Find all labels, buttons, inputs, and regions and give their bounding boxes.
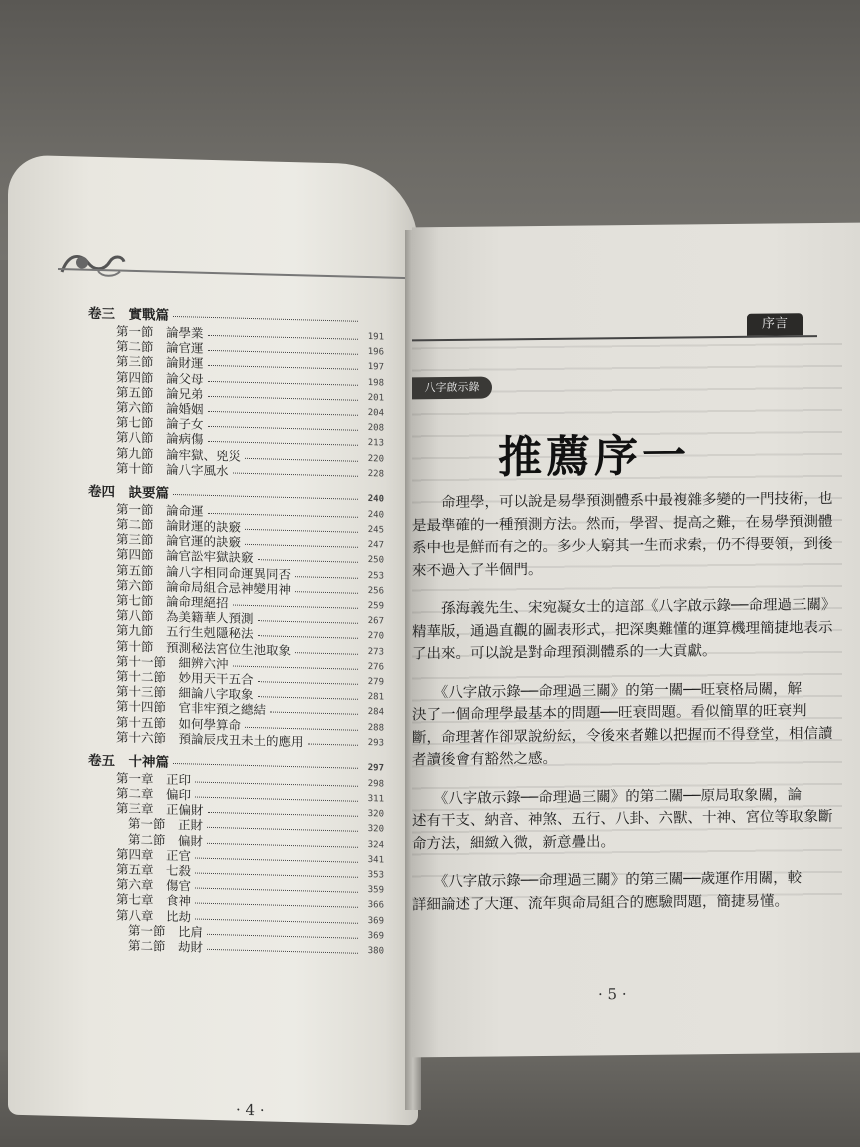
toc-page-number: 297 xyxy=(367,762,384,774)
toc-leader-dots xyxy=(245,544,358,548)
toc-page-number: 267 xyxy=(367,616,384,627)
paragraph-line: 《八字啟示錄──命理過三關》的第三關──歲運作用關，較 xyxy=(412,870,803,891)
toc-page-number: 198 xyxy=(367,377,384,389)
toc-label: 第六章 傷官 xyxy=(116,876,192,894)
toc-page-number: 284 xyxy=(367,707,384,718)
paragraph-line: 精華版，通過直觀的圖表形式，把深奧難懂的運算機理簡捷地表示 xyxy=(412,619,833,640)
toc-page-number: 341 xyxy=(367,854,384,866)
preface-paragraph xyxy=(412,488,833,582)
series-badge: 八字啟示錄 xyxy=(412,377,492,400)
toc-leader-dots xyxy=(195,903,358,908)
section-tab: 序言 xyxy=(747,313,803,336)
toc-page-number: 293 xyxy=(367,737,384,749)
paragraph-line: 是最準確的一種預測方法。然而，學習、提高之難，在易學預測體 xyxy=(412,513,833,534)
toc-label: 第三節 論官運的訣竅 xyxy=(116,531,242,550)
preface-paragraph xyxy=(412,784,833,855)
page-title: 推薦序一 xyxy=(498,430,690,484)
toc-page-number: 324 xyxy=(367,839,384,851)
preface-paragraph xyxy=(412,867,803,916)
paragraph-line: 《八字啟示錄──命理過三關》的第一關──旺衰格局關，解 xyxy=(412,680,803,701)
toc-label: 第六節 論婚姻 xyxy=(116,399,204,417)
paragraph-line: 斷，命理著作卻眾說紛紜，令後來者難以把握而不得登堂，相信讀 xyxy=(412,725,833,746)
toc-leader-dots xyxy=(258,620,358,624)
toc-label: 第八節 為美籍華人預測 xyxy=(116,607,254,627)
toc-leader-dots xyxy=(173,763,358,769)
toc-leader-dots xyxy=(258,560,358,564)
paragraph-line: 系中也是鮮而有之的。多少人窮其一生而求索，仍不得要領，到後 xyxy=(412,535,833,557)
toc-label: 第十節 論八字風水 xyxy=(116,460,229,479)
toc-leader-dots xyxy=(208,365,358,370)
toc-page-number: 204 xyxy=(367,407,384,419)
toc-leader-dots xyxy=(208,426,358,431)
toc-leader-dots xyxy=(295,576,358,579)
toc-leader-dots xyxy=(195,918,358,923)
toc-page-number: 279 xyxy=(367,676,384,688)
toc-leader-dots xyxy=(195,873,358,878)
toc-label: 第二章 偏印 xyxy=(116,785,192,803)
toc-page-number: 220 xyxy=(367,453,384,464)
toc-label: 第十一節 細辨六沖 xyxy=(116,653,229,672)
toc-leader-dots xyxy=(270,712,358,715)
toc-label: 第六節 論命局組合忌神變用神 xyxy=(116,577,292,597)
toc-leader-dots xyxy=(258,636,358,640)
right-page xyxy=(412,223,860,1058)
toc-label: 第八章 比劫 xyxy=(116,907,192,924)
toc-leader-dots xyxy=(208,396,358,401)
toc-label: 第一章 正印 xyxy=(116,770,192,788)
paragraph-line: 孫海義先生、宋宛凝女士的這部《八字啟示錄──命理過三關》 xyxy=(412,596,836,618)
toc-page-number: 273 xyxy=(367,646,384,658)
toc-page-number: 320 xyxy=(367,809,384,820)
toc-leader-dots xyxy=(245,529,358,533)
toc-leader-dots xyxy=(233,665,358,669)
toc-page-number: 250 xyxy=(367,555,384,566)
toc-label: 第五節 論兄弟 xyxy=(116,384,204,402)
toc-leader-dots xyxy=(208,513,358,518)
right-header-rule xyxy=(412,335,817,341)
toc-page-number: 197 xyxy=(367,362,384,373)
left-page xyxy=(8,155,418,1126)
preface-paragraph xyxy=(412,678,833,772)
toc-page-number: 366 xyxy=(367,900,384,911)
dragon-ornament-icon xyxy=(58,244,128,282)
toc-leader-dots xyxy=(207,949,358,954)
toc-label: 第一節 正財 xyxy=(128,816,204,834)
toc-leader-dots xyxy=(208,411,358,416)
toc-page-number: 259 xyxy=(367,601,384,612)
toc-label: 第十二節 妙用天干五合 xyxy=(116,668,254,687)
paragraph-line: 者讀後會有豁然之感。 xyxy=(412,750,557,769)
toc-label: 第一節 論學業 xyxy=(116,323,204,341)
toc-page-number: 311 xyxy=(367,794,384,805)
toc-label: 第三節 論財運 xyxy=(116,353,204,372)
paragraph-line: 來不過入了半個門。 xyxy=(412,561,543,579)
toc-leader-dots xyxy=(208,380,358,385)
toc-page-number: 191 xyxy=(367,332,384,343)
toc-label: 卷四 訣要篇 xyxy=(88,483,169,502)
toc-label: 第四節 論父母 xyxy=(116,369,204,387)
toc-page-number: 288 xyxy=(367,722,384,733)
paragraph-line: 了出來。可以說是對命理預測體系的一大貢獻。 xyxy=(412,643,717,663)
toc-leader-dots xyxy=(295,652,358,655)
toc-leader-dots xyxy=(173,494,358,500)
toc-label: 第十三節 細論八字取象 xyxy=(116,683,254,703)
toc-leader-dots xyxy=(208,441,358,446)
toc-label: 第五節 論八字相同命運異同否 xyxy=(116,562,292,582)
toc-label: 第九節 論牢獄、兇災 xyxy=(116,444,242,464)
toc-leader-dots xyxy=(207,934,358,939)
toc-leader-dots xyxy=(195,857,358,862)
toc-label: 第三章 正偏財 xyxy=(116,800,204,819)
toc-label: 第八節 論病傷 xyxy=(116,429,204,448)
toc-page-number: 270 xyxy=(367,631,384,642)
toc-page-number: 208 xyxy=(367,423,384,434)
toc-page-number: 359 xyxy=(367,885,384,896)
toc-label: 第九節 五行生剋隱秘法 xyxy=(116,622,254,642)
toc-page-number: 196 xyxy=(367,347,384,358)
paragraph-line: 述有干支、納音、神煞、五行、八卦、六獸、十神、宮位等取象斷 xyxy=(412,808,833,830)
toc-leader-dots xyxy=(195,781,358,786)
preface-body xyxy=(412,488,836,916)
toc-page-number: 281 xyxy=(367,692,384,703)
toc-label: 第七節 論子女 xyxy=(116,414,204,432)
toc-leader-dots xyxy=(207,842,358,847)
toc-leader-dots xyxy=(195,797,358,802)
toc-leader-dots xyxy=(233,472,358,476)
toc-label: 第十五節 如何學算命 xyxy=(116,713,242,733)
toc-leader-dots xyxy=(245,726,358,730)
paragraph-line: 命理學，可以說是易學預測體系中最複雜多變的一門技術，也 xyxy=(412,490,833,512)
paragraph-line: 命方法，細緻入微，新意疊出。 xyxy=(412,833,615,852)
toc-label: 第二節 劫財 xyxy=(128,937,204,955)
toc-page-number: 247 xyxy=(367,540,384,551)
left-page-number: · 4 · xyxy=(236,1100,265,1120)
toc-page-number: 228 xyxy=(367,468,384,480)
toc-page-number: 369 xyxy=(367,930,384,942)
toc-page-number: 298 xyxy=(367,778,384,790)
toc-leader-dots xyxy=(195,888,358,893)
toc-leader-dots xyxy=(233,605,358,609)
toc-page-number: 369 xyxy=(367,915,384,927)
toc-leader-dots xyxy=(207,827,358,832)
right-page-number: · 5 · xyxy=(598,985,627,1004)
toc-page-number: 201 xyxy=(367,392,384,404)
toc-label: 第四節 論官訟牢獄訣竅 xyxy=(116,546,254,566)
toc-page-number: 253 xyxy=(367,570,384,582)
toc-page-number: 245 xyxy=(367,525,384,536)
toc-page-number: 353 xyxy=(367,870,384,881)
toc-label: 第十六節 預論辰戌丑未土的應用 xyxy=(116,729,304,750)
paragraph-line: 決了一個命理學最基本的問題──旺衰問題。看似簡單的旺衰判 xyxy=(412,703,807,724)
toc-leader-dots xyxy=(258,681,358,685)
table-of-contents xyxy=(88,305,388,960)
toc-page-number: 256 xyxy=(367,585,384,597)
toc-label: 第二節 偏財 xyxy=(128,831,204,849)
toc-label: 第四章 正官 xyxy=(116,846,192,864)
paragraph-line: 詳細論述了大運、流年與命局組合的應驗問題，簡捷易懂。 xyxy=(412,892,789,913)
paragraph-line: 《八字啟示錄──命理過三關》的第二關──原局取象關，論 xyxy=(412,786,803,807)
toc-leader-dots xyxy=(245,457,358,461)
toc-label: 第十節 預測秘法宮位生池取象 xyxy=(116,638,292,658)
toc-label: 第七節 論命理絕招 xyxy=(116,592,229,611)
preface-paragraph xyxy=(412,594,836,665)
toc-label: 第七章 食神 xyxy=(116,891,192,909)
toc-page-number: 213 xyxy=(367,438,384,449)
toc-label: 第二節 論官運 xyxy=(116,338,204,356)
toc-leader-dots xyxy=(258,696,358,700)
toc-leader-dots xyxy=(295,591,358,594)
toc-leader-dots xyxy=(308,743,358,745)
toc-label: 第一節 論命運 xyxy=(116,501,204,519)
toc-label: 卷三 實戰篇 xyxy=(88,305,169,324)
toc-leader-dots xyxy=(208,350,358,355)
toc-page-number: 276 xyxy=(367,661,384,673)
toc-page-number: 240 xyxy=(367,493,384,505)
toc-page-number: 320 xyxy=(367,824,384,835)
toc-label: 第五章 七殺 xyxy=(116,861,192,879)
toc-page-number: 240 xyxy=(367,509,384,521)
toc-label: 第十四節 官非牢預之總結 xyxy=(116,698,267,718)
toc-label: 卷五 十神篇 xyxy=(88,752,169,771)
toc-label: 第一節 比肩 xyxy=(128,922,204,940)
toc-leader-dots xyxy=(208,335,358,340)
toc-label: 第二節 論財運的訣竅 xyxy=(116,516,242,535)
toc-leader-dots xyxy=(208,812,358,817)
toc-page-number: 380 xyxy=(367,945,384,957)
toc-leader-dots xyxy=(173,316,358,322)
